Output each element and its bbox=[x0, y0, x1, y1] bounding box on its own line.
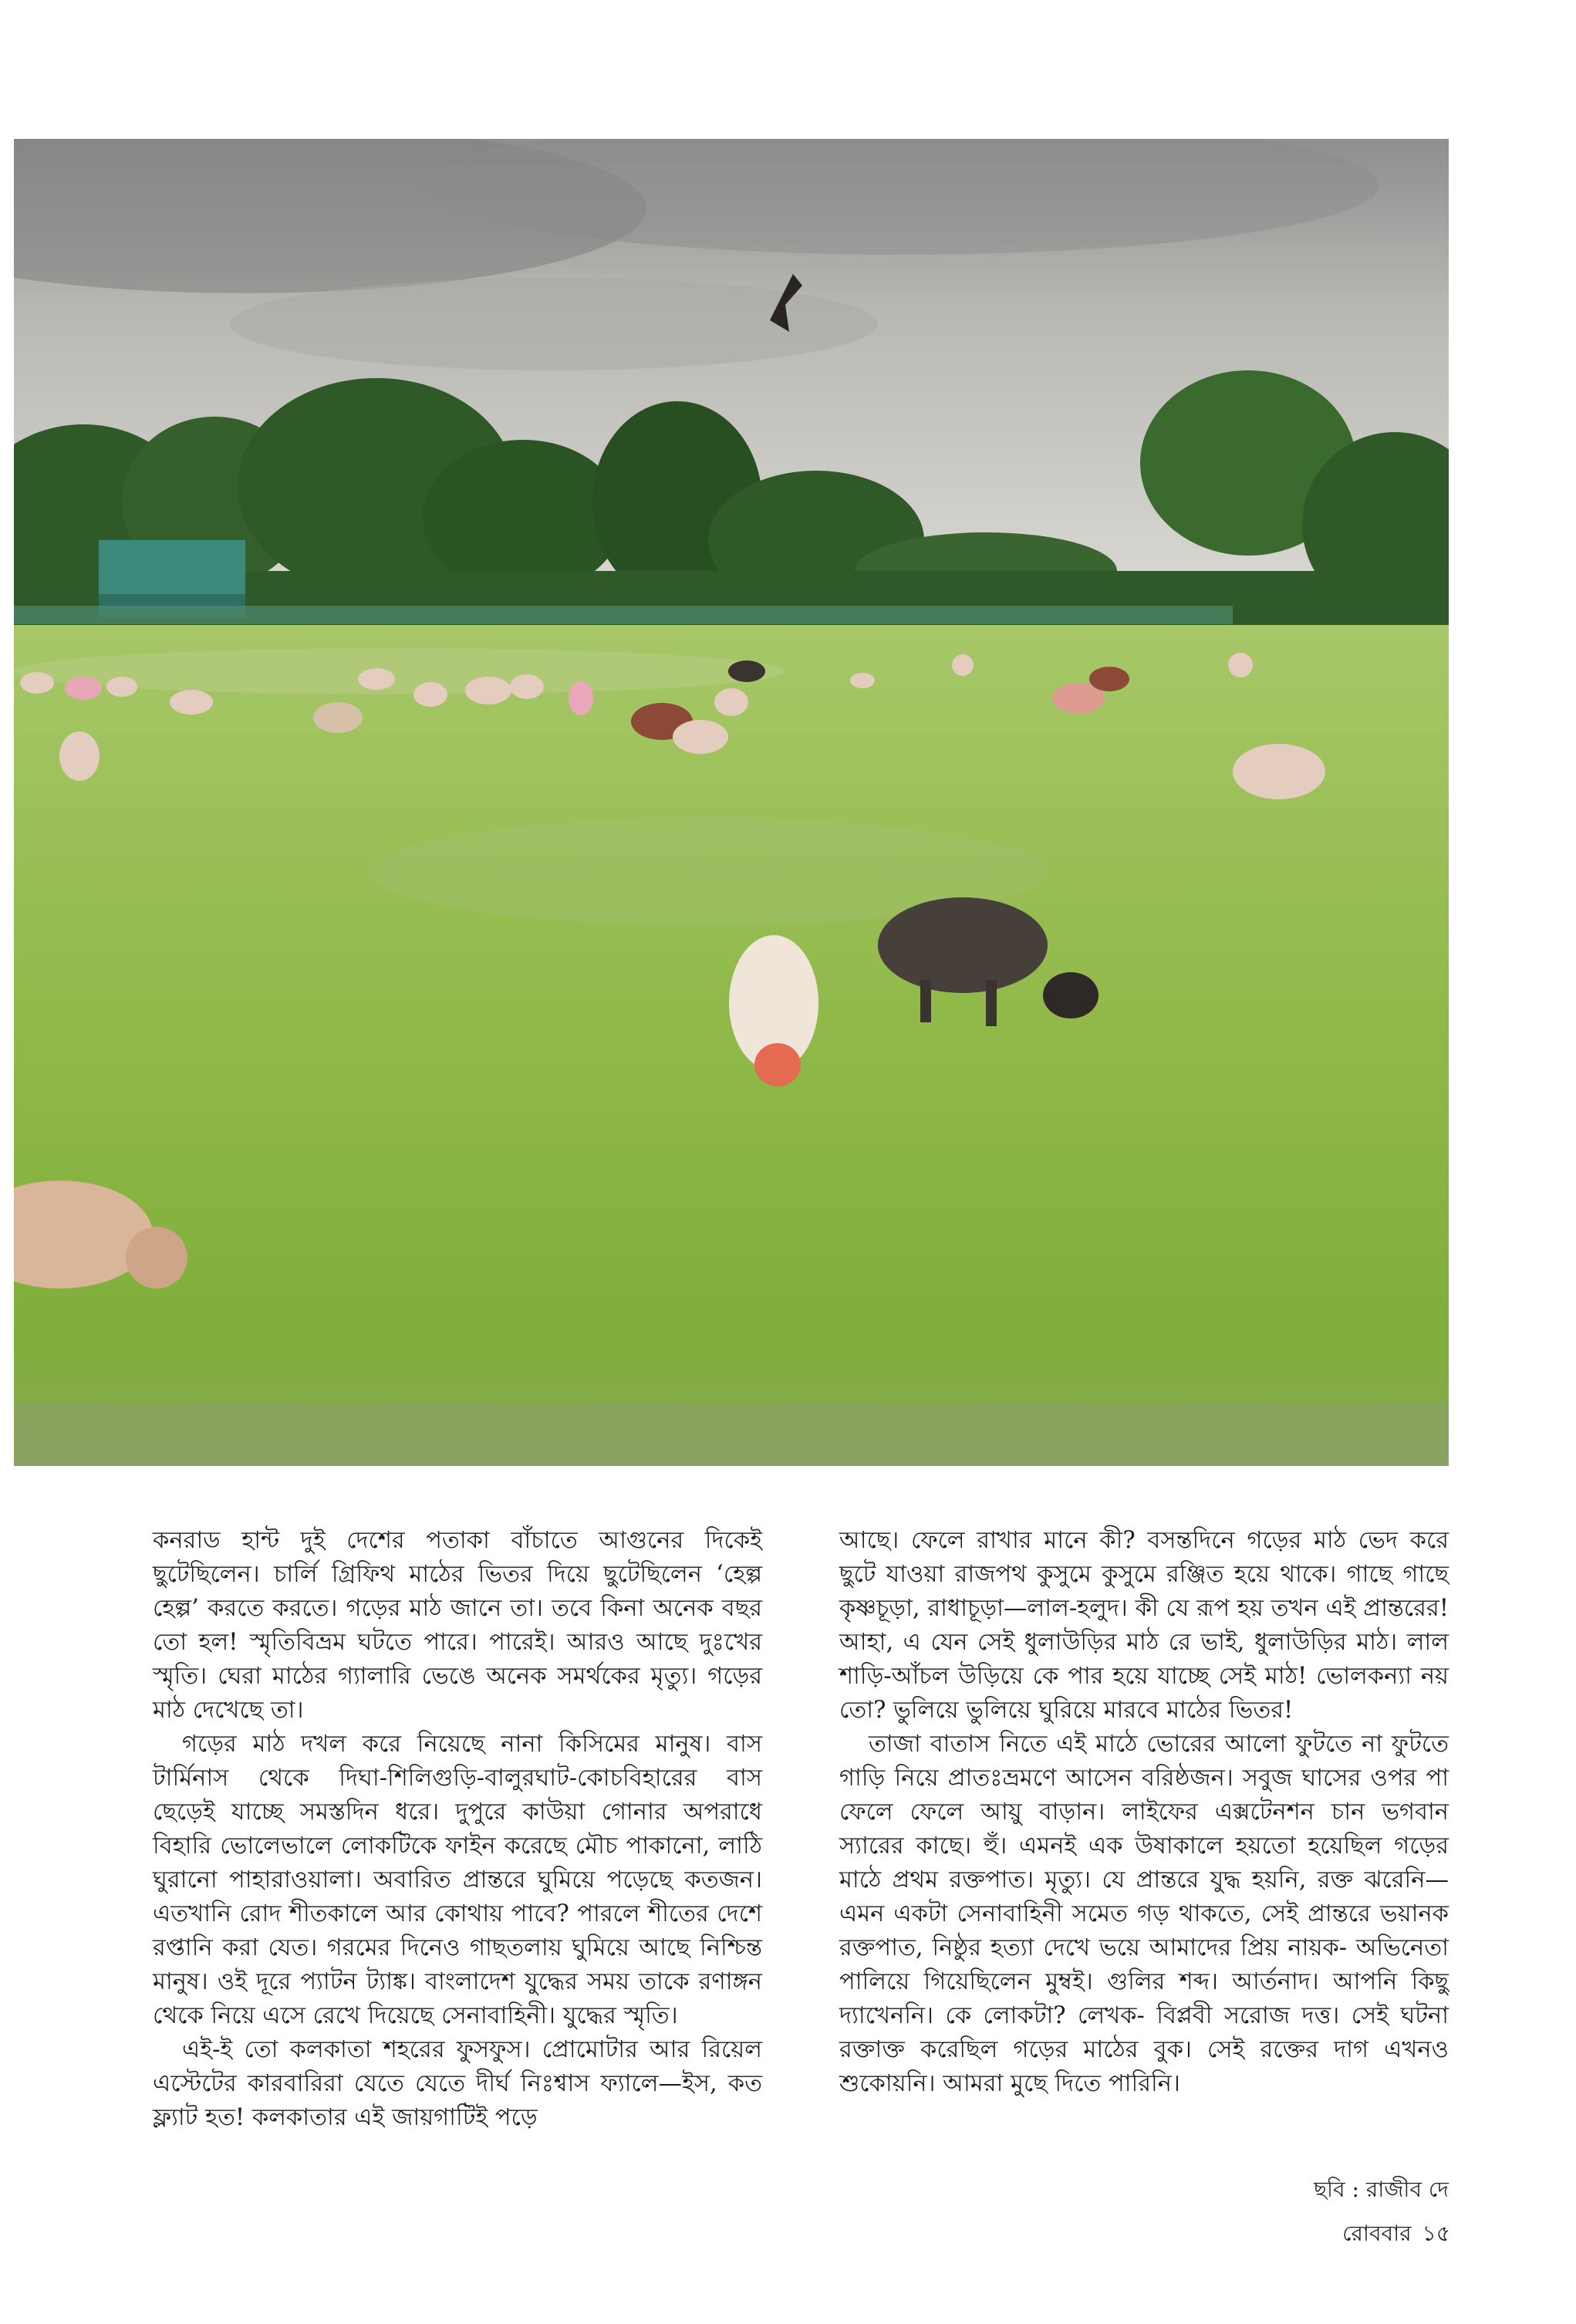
article-column-left bbox=[153, 1524, 762, 2135]
paragraph: গড়ের মাঠ দখল করে নিয়েছে নানা কিসিমের মানুষ। বাস টার্মিনাস থেকে দিঘা-শিলিগুড়ি-বালুরঘাট-কোচবিহারের বাস ছেড়েই যাচ্ছে সমস্তদিন ধরে। দুপুরে কাউয়া গোনার অপরাধে বিহারি ভোলেভালে লোকটিকে ফাইন করেছে মৌচ পাকানো, লাঠি ঘুরানো পাহারাওয়ালা। অবারিত প্রান্তরে ঘুমিয়ে পড়েছে কতজন। এতখানি রোদ শীতকালে আর কোথায় পাবে? পারলে শীতের দেশে রপ্তানি করা যেত। গরমের দিনেও গাছতলায় ঘুমিয়ে আছে নিশ্চিন্ত মানুষ। ওই দূরে প্যাটন ট্যাঙ্ক। বাংলাদেশ যুদ্ধের সময় তাকে রণাঙ্গন থেকে নিয়ে এসে রেখে দিয়েছে সেনাবাহিনী। যুদ্ধের স্মৃতি। bbox=[153, 1731, 762, 2029]
paragraph: তাজা বাতাস নিতে এই মাঠে ভোরের আলো ফুটতে না ফুটতে গাড়ি নিয়ে প্রাতঃভ্রমণে আসেন বরিষ্ঠজন। সবুজ ঘাসের ওপর পা ফেলে ফেলে আয়ু বাড়ান। লাইফের এক্সটেনশন চান ভগবান স্যারের কাছে। হুঁ। এমনই এক উষাকালে হয়তো হয়েছিল গড়ের মাঠে প্রথম রক্তপাত। মৃত্যু। যে প্রান্তরে যুদ্ধ হয়নি, রক্ত ঝরেনি—এমন একটা সেনাবাহিনী সমেত গড় থাকতে, সেই প্রান্তরে ভয়ানক রক্তপাত, নিষ্ঠুর হত্যা দেখে ভয়ে আমাদের প্রিয় নায়ক- অভিনেতা পালিয়ে গিয়েছিলেন মুম্বই। গুলির শব্দ। আর্তনাদ। আপনি কিছু দ্যাখেননি। কে লোকটা? লেখক- বিপ্লবী সরোজ দত্ত। সেই ঘটনা রক্তাক্ত করেছিল গড়ের মাঠের বুক। সেই রক্তের দাগ এখনও শুকোয়নি। আমরা মুছে দিতে পারিনি। bbox=[839, 1731, 1449, 2097]
article-photo bbox=[14, 139, 1449, 1466]
page-footer bbox=[1342, 2218, 1450, 2249]
pavilion bbox=[99, 540, 245, 594]
section-name: রোববার bbox=[1342, 2221, 1412, 2246]
photo-credit: ছবি : রাজীব দে bbox=[1314, 2177, 1449, 2202]
paragraph: এই-ই তো কলকাতা শহরের ফুসফুস। প্রোমোটার আর রিয়েল এস্টেটের কারবারিরা যেতে যেতে দীর্ঘ নিঃশ্বাস ফ্যালে—ইস, কত ফ্ল্যাট হত! কলকাতার এই জায়গাটিই পড়ে bbox=[153, 2036, 762, 2131]
article-column-right bbox=[839, 1524, 1449, 2101]
page-number: ১৫ bbox=[1422, 2221, 1450, 2246]
paragraph: আছে। ফেলে রাখার মানে কী? বসন্তদিনে গড়ের মাঠ ভেদ করে ছুটে যাওয়া রাজপথ কুসুমে কুসুমে রঞ্জিত হয়ে থাকে। গাছে গাছে কৃষ্ণচূড়া, রাধাচূড়া—লাল-হলুদ। কী যে রূপ হয় তখন এই প্রান্তরের! আহা, এ যেন সেই ধুলাউড়ির মাঠ রে ভাই, ধুলাউড়ির মাঠ। লাল শাড়ি-আঁচল উড়িয়ে কে পার হয়ে যাচ্ছে সেই মাঠ! ভোলকন্যা নয় তো? ভুলিয়ে ভুলিয়ে ঘুরিয়ে মারবে মাঠের ভিতর! bbox=[839, 1527, 1449, 1724]
fence bbox=[14, 606, 1233, 624]
grass-field bbox=[14, 625, 1449, 1466]
paragraph: কনরাড হান্ট দুই দেশের পতাকা বাঁচাতে আগুনের দিকেই ছুটেছিলেন। চার্লি গ্রিফিথ মাঠের ভিতর দিয়ে ছুটেছিলেন ‘হেল্প হেল্প’ করতে করতে। গড়ের মাঠ জানে তা। তবে কিনা অনেক বছর তো হল! স্মৃতিবিভ্রম ঘটতে পারে। পারেই। আরও আছে দুঃখের স্মৃতি। ঘেরা মাঠের গ্যালারি ভেঙে অনেক সমর্থকের মৃত্যু। গড়ের মাঠ দেখেছে তা। bbox=[153, 1527, 762, 1724]
